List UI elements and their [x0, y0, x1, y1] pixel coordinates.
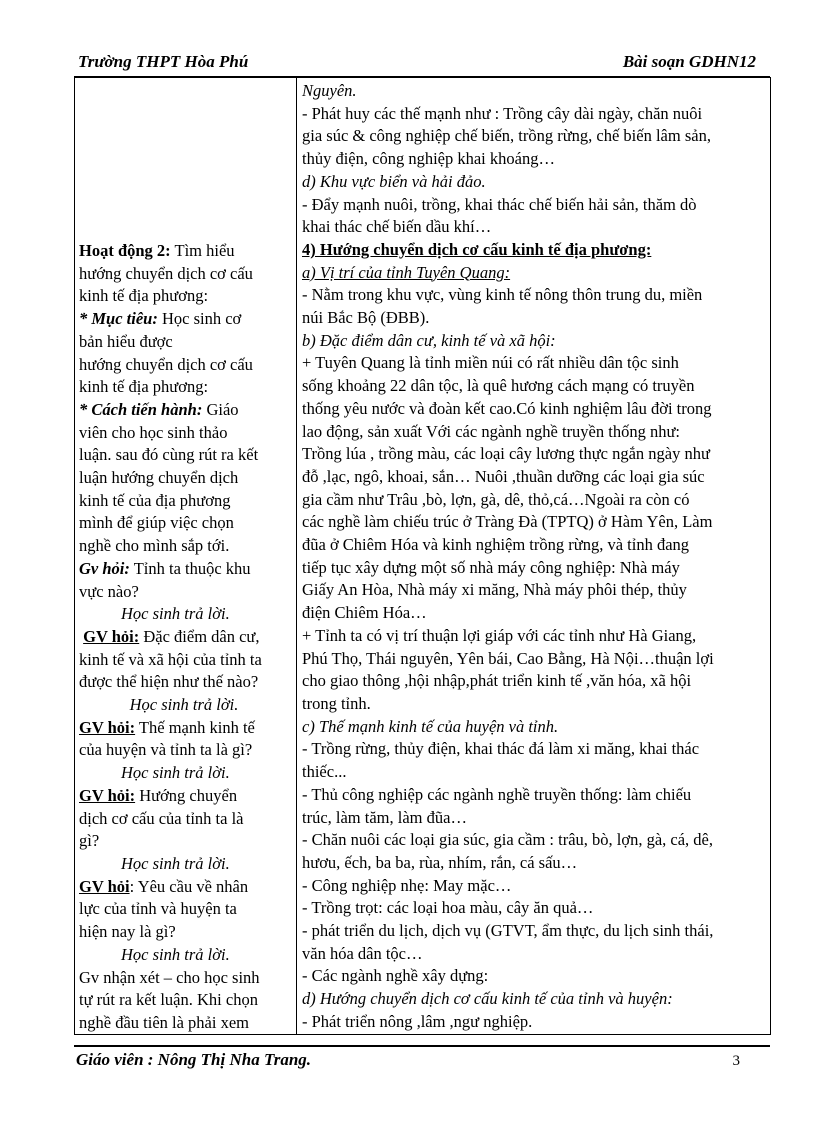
content-line: trong tỉnh. — [302, 693, 371, 713]
content-line: Nguyên. — [302, 81, 357, 100]
activity-column — [79, 240, 289, 1035]
content-line: - Trồng rừng, thủy điện, khai thác đá làm xi măng, khai thác — [302, 739, 700, 759]
activity-line: dịch cơ cấu của tỉnh ta là — [79, 808, 244, 828]
subheading: c) Thế mạnh kinh tế của huyện và tỉnh. — [302, 716, 559, 736]
content-line: khai thác chế biến dầu khí… — [302, 217, 492, 237]
content-line: đũa ở Chiêm Hóa và kinh nghiệm trồng rừng, và tỉnh đang — [302, 535, 690, 555]
objective-line: * Mục tiêu: Học sinh cơ — [79, 309, 242, 329]
content-line: - Các ngành nghề xây dựng: — [302, 966, 489, 986]
activity-line: luận hướng chuyển dịch — [79, 468, 239, 488]
content-line: núi Bắc Bộ (ĐBB). — [302, 308, 430, 328]
activity-line: viên cho học sinh thảo — [79, 422, 228, 442]
content-line: Trồng lúa , trồng màu, các loại cây lương thực ngắn ngày như — [302, 444, 710, 464]
activity-line: gì? — [79, 831, 100, 851]
subheading: d) Hướng chuyển dịch cơ cấu kinh tế của tỉnh và huyện: — [302, 989, 673, 1009]
question-line: Gv hỏi: Tỉnh ta thuộc khu — [79, 558, 251, 578]
content-line: Giấy An Hòa, Nhà máy xi măng, Nhà máy phôi thép, thủy — [302, 580, 687, 600]
content-line: tiếp tục xây dựng một số nhà máy công nghiệp: Nhà máy — [302, 557, 680, 577]
column-divider — [296, 78, 297, 1034]
content-line: - Nằm trong khu vực, vùng kinh tế nông thôn trung du, miền — [302, 285, 703, 305]
content-line: - Thủ công nghiệp các ngành nghề truyền thống: làm chiếu — [302, 784, 692, 804]
content-line: Phú Thọ, Thái nguyên, Yên bái, Cao Bằng, Hà Nội…thuận lợi — [302, 648, 714, 668]
activity-line: hướng chuyển dịch cơ cấu — [79, 263, 253, 283]
content-line: đỗ ,lạc, ngô, khoai, sắn… Nuôi ,thuần dưỡng các loại gia súc — [302, 466, 705, 486]
activity-line: bản hiểu được — [79, 331, 173, 351]
section-heading: 4) Hướng chuyển dịch cơ cấu kinh tế địa phương: — [302, 239, 652, 259]
content-line: + Tuyên Quang là tỉnh miền núi có rất nhiều dân tộc sinh — [302, 353, 679, 373]
activity-line: nghề đầu tiên là phải xem — [79, 1012, 249, 1032]
content-line: cho giao thông ,hội nhập,phát triển kinh tế ,văn hóa, xã hội — [302, 671, 692, 691]
activity-line: kinh tế của địa phương — [79, 490, 231, 510]
content-line: - Phát huy các thế mạnh như : Trồng cây dài ngày, chăn nuôi — [302, 103, 703, 123]
teacher-name: Giáo viên : Nông Thị Nha Trang. — [76, 1050, 312, 1069]
activity-line: hướng chuyển dịch cơ cấu — [79, 354, 253, 374]
activity-line: hiện nay là gì? — [79, 922, 176, 942]
page-header — [74, 52, 770, 76]
activity-line: kinh tế địa phương: — [79, 286, 209, 306]
content-line: trúc, làm tăm, làm đũa… — [302, 807, 467, 827]
answer-line: Học sinh trả lời. — [121, 853, 230, 873]
content-line: - phát triển du lịch, dịch vụ (GTVT, ẩm thực, du lịch sinh thái, — [302, 921, 714, 941]
activity-line: được thể hiện như thế nào? — [79, 672, 259, 692]
subheading: a) Vị trí của tỉnh Tuyên Quang: — [302, 262, 511, 282]
content-line: - Công nghiệp nhẹ: May mặc… — [302, 875, 512, 895]
activity-line: mình để giúp việc chọn — [79, 513, 234, 533]
content-line: thống yêu nước và đoàn kết cao.Có kinh nghiệm lâu đời trong — [302, 398, 712, 418]
activity-line: của huyện và tỉnh ta là gì? — [79, 740, 253, 760]
content-line: - Chăn nuôi các loại gia súc, gia cầm : trâu, bò, lợn, gà, cá, dê, — [302, 830, 714, 850]
content-line: văn hóa dân tộc… — [302, 943, 423, 963]
content-line: + Tỉnh ta có vị trí thuận lợi giáp với các tỉnh như Hà Giang, — [302, 625, 697, 645]
content-line: lao động, sản xuất Với các ngành nghề truyền thống như: — [302, 421, 680, 441]
content-line: gia cầm như Trâu ,bò, lợn, gà, dê, thỏ,cá…Ngoài ra còn có — [302, 489, 690, 509]
content-line: các nghề làm chiếu trúc ở Tràng Đà (TPTQ) ở Hàm Yên, Làm — [302, 512, 713, 532]
activity-line: Hoạt động 2: Tìm hiểu — [79, 241, 235, 260]
subheading: b) Đặc điểm dân cư, kinh tế và xã hội: — [302, 330, 556, 350]
activity-line: tự rút ra kết luận. Khi chọn — [79, 990, 258, 1010]
activity-line: kinh tế địa phương: — [79, 377, 209, 397]
activity-line: lực của tỉnh và huyện ta — [79, 899, 237, 919]
content-line: sống khoảng 22 dân tộc, là quê hương cách mạng có truyền — [302, 376, 695, 396]
procedure-line: * Cách tiến hành: Giáo — [79, 399, 239, 419]
page-number: 3 — [732, 1053, 740, 1069]
answer-line: Học sinh trả lời. — [121, 604, 230, 624]
activity-line: Gv nhận xét – cho học sinh — [79, 967, 260, 987]
activity-line: luận. sau đó cùng rút ra kết — [79, 445, 259, 465]
content-line: - Đẩy mạnh nuôi, trồng, khai thác chế biến hải sản, thăm dò — [302, 194, 697, 214]
activity-line: nghề cho mình sắp tới. — [79, 536, 230, 556]
content-line: điện Chiêm Hóa… — [302, 603, 427, 623]
content-line: hươu, ếch, ba ba, rùa, nhím, rắn, cá sấu… — [302, 852, 578, 872]
question-line: GV hỏi: Đặc điểm dân cư, — [83, 626, 260, 646]
activity-line: vực nào? — [79, 581, 139, 601]
content-line: thiếc... — [302, 762, 347, 782]
question-line: GV hỏi: Hướng chuyển — [79, 785, 238, 805]
school-name: Trường THPT Hòa Phú — [78, 52, 249, 71]
footer-rule — [74, 1045, 770, 1047]
answer-line: Học sinh trả lời. — [121, 763, 230, 783]
subheading: d) Khu vực biển và hải đảo. — [302, 171, 486, 191]
activity-line: kinh tế và xã hội của tỉnh ta — [79, 649, 262, 669]
content-line: gia súc & công nghiệp chế biến, trồng rừng, chế biến lâm sản, — [302, 126, 711, 146]
answer-line: Học sinh trả lời. — [121, 944, 230, 964]
content-line: - Phát triển nông ,lâm ,ngư nghiệp. — [302, 1011, 533, 1031]
question-line: GV hỏi: Yêu cầu về nhân — [79, 876, 249, 896]
document-title: Bài soạn GDHN12 — [622, 52, 756, 71]
content-line: - Trồng trọt: các loại hoa màu, cây ăn quả… — [302, 898, 594, 918]
content-column — [302, 80, 768, 1034]
content-line: thủy điện, công nghiệp khai khoáng… — [302, 149, 555, 169]
question-line: GV hỏi: Thế mạnh kinh tế — [79, 717, 255, 737]
answer-line: Học sinh trả lời. — [129, 695, 239, 715]
lesson-table — [74, 77, 771, 1035]
